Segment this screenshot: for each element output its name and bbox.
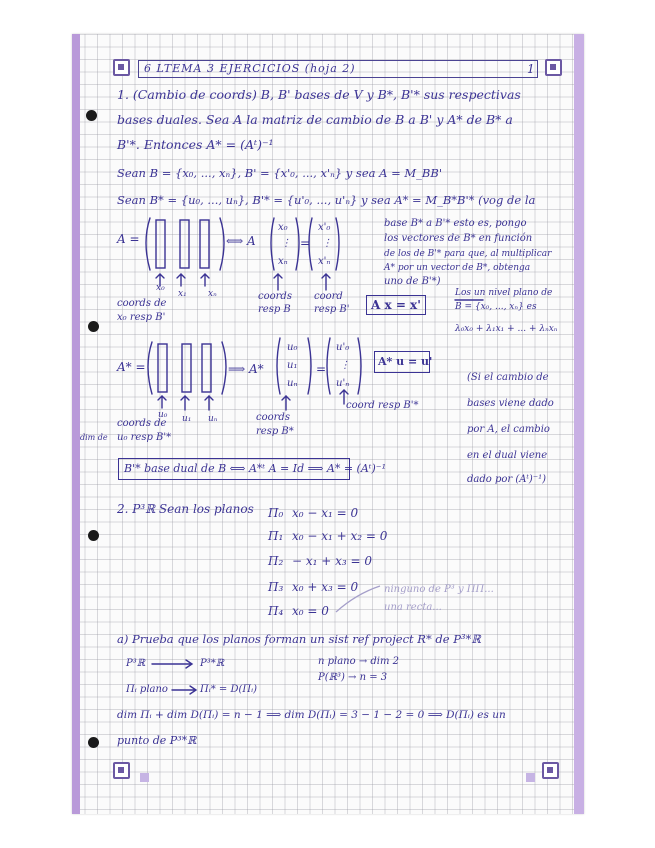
part-a-statement: a) Prueba que los planos forman un sist ref project R* de P³*ℝ [117, 632, 481, 646]
boxed-equation-Ax-text: A x = x' [371, 298, 421, 312]
left-margin-note: dim de [80, 433, 108, 442]
vector-up-entry: u'ₙ [336, 378, 350, 389]
right-note-2-line: bases viene dado [467, 398, 554, 409]
plane-name: Π₃ [268, 580, 284, 594]
equals-sign: = [300, 236, 311, 250]
map-right: P³*ℝ [200, 658, 225, 669]
column-label: u₀ [158, 410, 168, 420]
coords-label: x₀ resp B' [117, 312, 166, 323]
vector-x-entry: x₀ [278, 222, 288, 233]
side-note-line: de los de B'* para que, al multiplicar [384, 249, 552, 259]
coord-resp-label: coord resp B'* [346, 400, 419, 411]
ex1-line-1: 1. (Cambio de coords) B, B' bases de V y B*, B'* sus respectivas [117, 87, 521, 102]
dimension-line: dim Πᵢ + dim D(Πᵢ) = n − 1 ⟹ dim D(Πᵢ) = 3 − 1 − 2 = 0 ⟹ D(Πᵢ) es un [117, 709, 506, 721]
right-note-1-line: λ₀x₀ + λ₁x₁ + ... + λₙxₙ [455, 324, 558, 334]
equals-sign: = [316, 362, 327, 376]
conclusion-text: B'* base dual de B ⟺ A*ᵗ A = Id ⟹ A* = (Aᵗ)⁻¹ [124, 462, 387, 475]
plane-equation: x₀ + x₃ = 0 [292, 580, 359, 594]
side-note-line: base B* a B'* esto es, pongo [384, 218, 527, 229]
vector-x-entry: xₙ [278, 256, 288, 267]
column-label: x₁ [178, 289, 187, 299]
plane-name: Π₄ [268, 604, 284, 618]
boxed-equation-Au-text: A* u = u' [378, 355, 433, 368]
ex1-sean-B: Sean B = {x₀, ..., xₙ}, B' = {x'₀, ..., x'ₙ} y sea A = M_BB' [117, 166, 442, 180]
plane-name: Π₀ [268, 506, 284, 520]
right-note-2-line: en el dual viene [467, 450, 548, 461]
side-note-line: los vectores de B* en función [384, 233, 533, 244]
plane-name: Π₁ [268, 529, 284, 543]
vector-up-entry: ⋮ [340, 360, 350, 371]
coords-label: coords [256, 412, 290, 423]
column-label: uₙ [208, 414, 218, 424]
side-fact: n plano → dim 2 [318, 656, 400, 667]
map-left: P³ℝ [126, 658, 146, 669]
ex1-sean-Bstar: Sean B* = {u₀, ..., uₙ}, B'* = {u'₀, ..., u'ₙ} y sea A* = M_B*B'* (vog de la [117, 193, 536, 207]
ex1-line-2: bases duales. Sea A la matriz de cambio de B a B' y A* de B* a [117, 112, 513, 127]
vector-u-entry: u₀ [287, 342, 298, 353]
equiv-arrow: ⟺ A [226, 234, 256, 248]
plane-equation: x₀ − x₁ = 0 [292, 506, 359, 520]
side-note-line: A* por un vector de B*, obtenga [384, 263, 531, 273]
right-note-1-line: B = {x₀, ..., xₙ} es [455, 302, 537, 312]
page-number: 1 [527, 62, 535, 76]
vector-u-entry: u₁ [287, 360, 298, 371]
vector-up-entry: u'₀ [336, 342, 350, 353]
right-note-2-line: (Si el cambio de [467, 372, 549, 383]
column-label: x₀ [156, 283, 165, 293]
ex1-line-3: B'*. Entonces A* = (Aᵗ)⁻¹ [117, 137, 274, 152]
coords-label: coords [258, 291, 292, 302]
coords-label: coord [314, 291, 343, 302]
map-right: Πᵢ* = D(Πᵢ) [200, 684, 258, 695]
ex2-intro: 2. P³ℝ Sean los planos [117, 502, 254, 516]
implies-arrow: ⟹ A* [228, 362, 264, 376]
bleed-through-note: una recta... [384, 602, 442, 613]
map-left: Πᵢ plano [126, 684, 168, 695]
coords-label: resp B [258, 304, 291, 315]
plane-name: Π₂ [268, 554, 284, 568]
side-note-line: uno de B'*) [384, 276, 441, 287]
column-label: xₙ [208, 289, 217, 299]
coords-label: coords de [117, 418, 167, 429]
plane-equation: x₀ − x₁ + x₂ = 0 [292, 529, 388, 543]
side-fact: P(ℝ³) → n = 3 [318, 672, 388, 683]
plane-equation: x₀ = 0 [292, 604, 329, 618]
dimension-line-2: punto de P³*ℝ [117, 734, 197, 747]
matrix-Astar-label: A* = [117, 360, 146, 374]
vector-xp-entry: x'₀ [318, 222, 331, 233]
coords-label: u₀ resp B'* [117, 432, 172, 443]
right-note-1-line: Los un nivel plano de [455, 288, 553, 298]
coords-label: resp B* [256, 426, 294, 437]
page-title: 6 LTEMA 3 EJERCICIOS (hoja 2) [144, 62, 356, 75]
coords-label: coords de [117, 298, 167, 309]
vector-x-entry: ⋮ [281, 238, 291, 249]
vector-xp-entry: x'ₙ [318, 256, 331, 267]
bleed-through-note: ninguno de P³ y ΠΠ... [384, 584, 494, 595]
vector-xp-entry: ⋮ [322, 238, 332, 249]
right-note-2-line: por A, el cambio [467, 424, 550, 435]
matrix-A-label: A = [117, 232, 140, 246]
column-label: u₁ [182, 414, 192, 424]
vector-u-entry: uₙ [287, 378, 298, 389]
plane-equation: − x₁ + x₃ = 0 [292, 554, 373, 568]
right-note-2-line: dado por (Aᵗ)⁻¹) [467, 474, 547, 485]
coords-label: resp B' [314, 304, 350, 315]
